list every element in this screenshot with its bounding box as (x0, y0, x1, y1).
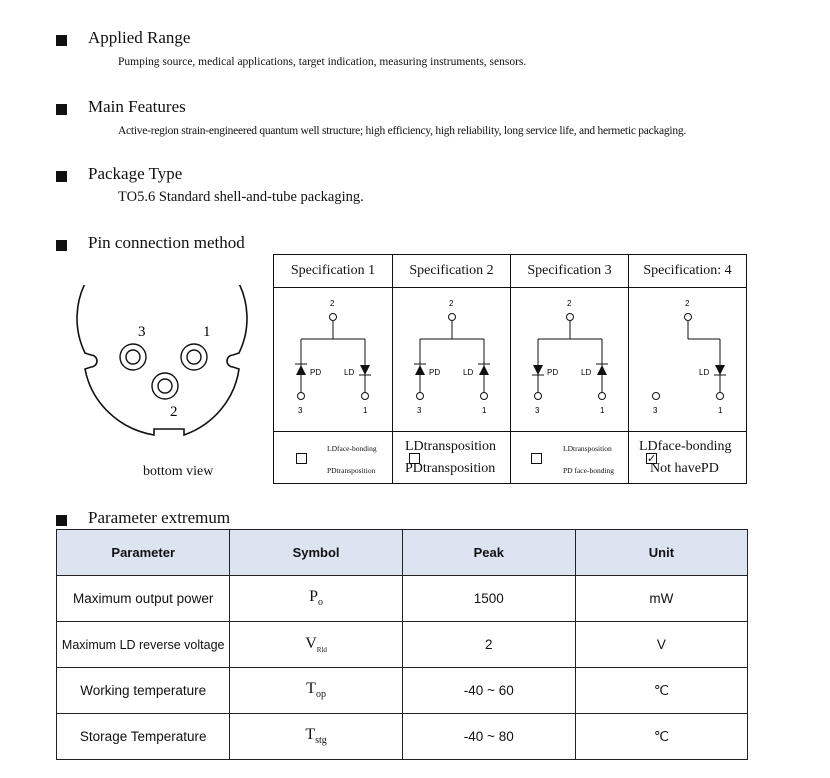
cell-peak: -40 ~ 60 (402, 668, 575, 714)
spec-column-2 (393, 255, 511, 483)
svg-text:LD: LD (581, 368, 592, 377)
spec-circuit-1 (274, 287, 392, 432)
svg-text:PD: PD (547, 368, 559, 377)
spec-option-line1: LDface-bonding (327, 444, 377, 453)
svg-text:1: 1 (482, 406, 487, 415)
cell-symbol: $T_{op}$ (230, 668, 402, 714)
cell-parameter: Storage Temperature (57, 714, 230, 760)
section-title: Package Type (88, 164, 183, 183)
cell-parameter: Maximum LD reverse voltage (57, 622, 230, 668)
svg-text:1: 1 (718, 406, 723, 415)
bottom-view-caption: bottom view (143, 464, 214, 479)
table-row (57, 622, 748, 668)
specification-table (273, 254, 747, 484)
cell-symbol: $P_o$ (230, 576, 402, 622)
spec-option-line2: Not havePD (650, 461, 719, 476)
column-header-peak: Peak (402, 530, 575, 576)
column-header-symbol: Symbol (230, 530, 402, 576)
svg-text:3: 3 (298, 406, 303, 415)
column-header-unit: Unit (575, 530, 747, 576)
spec-circuit-4 (629, 287, 746, 432)
bullet-icon (56, 515, 67, 526)
spec-header: Specification 1 (274, 255, 392, 288)
svg-text:1: 1 (363, 406, 368, 415)
spec-option-line1: LDtransposition (405, 439, 496, 454)
pin-bottom-view-diagram (74, 285, 250, 445)
spec-column-1 (274, 255, 393, 483)
cell-unit: ℃ (575, 714, 747, 760)
pin-3-label: 3 (138, 324, 146, 340)
table-row (57, 576, 748, 622)
cell-unit: V (575, 622, 747, 668)
circuit-diagram (274, 287, 392, 431)
bullet-icon (56, 35, 67, 46)
header-outline (77, 285, 247, 435)
circuit-diagram (511, 287, 628, 431)
pin-1-icon (181, 344, 207, 370)
svg-text:2: 2 (567, 299, 572, 308)
cell-peak: 1500 (402, 576, 575, 622)
section-title: Applied Range (88, 28, 191, 47)
spec-option-line2: PDtransposition (327, 466, 376, 475)
section-text: Active-region strain-engineered quantum well structure; high efficiency, high reliability, long service life, and hermetic packaging. (118, 125, 686, 137)
spec-header: Specification: 4 (629, 255, 746, 288)
spec-header: Specification 2 (393, 255, 510, 288)
section-title: Main Features (88, 97, 186, 116)
cell-peak: -40 ~ 80 (402, 714, 575, 760)
svg-text:LD: LD (699, 368, 710, 377)
section-title: Pin connection method (88, 233, 245, 252)
svg-text:2: 2 (685, 299, 690, 308)
spec-option-line2: PD face-bonding (563, 466, 615, 475)
spec-column-4 (629, 255, 746, 483)
section-text: TO5.6 Standard shell-and-tube packaging. (118, 189, 364, 205)
table-row (57, 668, 748, 714)
cell-peak: 2 (402, 622, 575, 668)
section-text: Pumping source, medical applications, target indication, measuring instruments, sensors. (118, 56, 527, 68)
bullet-icon (56, 104, 67, 115)
table-header-row (57, 530, 748, 576)
spec-checkbox-checked[interactable]: ✓ (647, 452, 657, 465)
bullet-icon (56, 240, 67, 251)
svg-text:3: 3 (535, 406, 540, 415)
column-header-parameter: Parameter (57, 530, 230, 576)
spec-option-line2: PDtransposition (405, 461, 496, 476)
cell-unit: ℃ (575, 668, 747, 714)
pin-1-label: 1 (203, 324, 211, 340)
svg-text:2: 2 (330, 299, 335, 308)
table-row (57, 714, 748, 760)
circuit-diagram (393, 287, 510, 431)
bullet-icon (56, 171, 67, 182)
cell-symbol: $T_{stg}$ (230, 714, 402, 760)
svg-text:3: 3 (417, 406, 422, 415)
cell-parameter: Working temperature (57, 668, 230, 714)
spec-footer (511, 431, 628, 483)
spec-footer (629, 431, 746, 483)
svg-text:PD: PD (310, 368, 322, 377)
cell-unit: mW (575, 576, 747, 622)
spec-footer (274, 431, 392, 483)
pin-2-icon (152, 373, 178, 399)
svg-text:3: 3 (653, 406, 658, 415)
spec-column-3 (511, 255, 629, 483)
spec-option-line1: LDface-bonding (639, 439, 732, 454)
circuit-diagram (629, 287, 746, 431)
spec-checkbox[interactable] (296, 453, 307, 464)
pin-3-icon (120, 344, 146, 370)
cell-symbol: $V_{Rld}$ (230, 622, 402, 668)
spec-circuit-3 (511, 287, 628, 432)
parameter-table (56, 529, 748, 760)
svg-text:2: 2 (449, 299, 454, 308)
spec-circuit-2 (393, 287, 510, 432)
spec-option-line1: LDtransposition (563, 444, 612, 453)
section-title: Parameter extremum (88, 508, 231, 527)
spec-footer (393, 431, 510, 483)
cell-parameter: Maximum output power (57, 576, 230, 622)
svg-text:PD: PD (429, 368, 441, 377)
svg-text:LD: LD (344, 368, 355, 377)
spec-header: Specification 3 (511, 255, 628, 288)
pin-2-label: 2 (170, 404, 178, 420)
spec-checkbox[interactable] (531, 453, 542, 464)
svg-text:LD: LD (463, 368, 474, 377)
svg-text:1: 1 (600, 406, 605, 415)
